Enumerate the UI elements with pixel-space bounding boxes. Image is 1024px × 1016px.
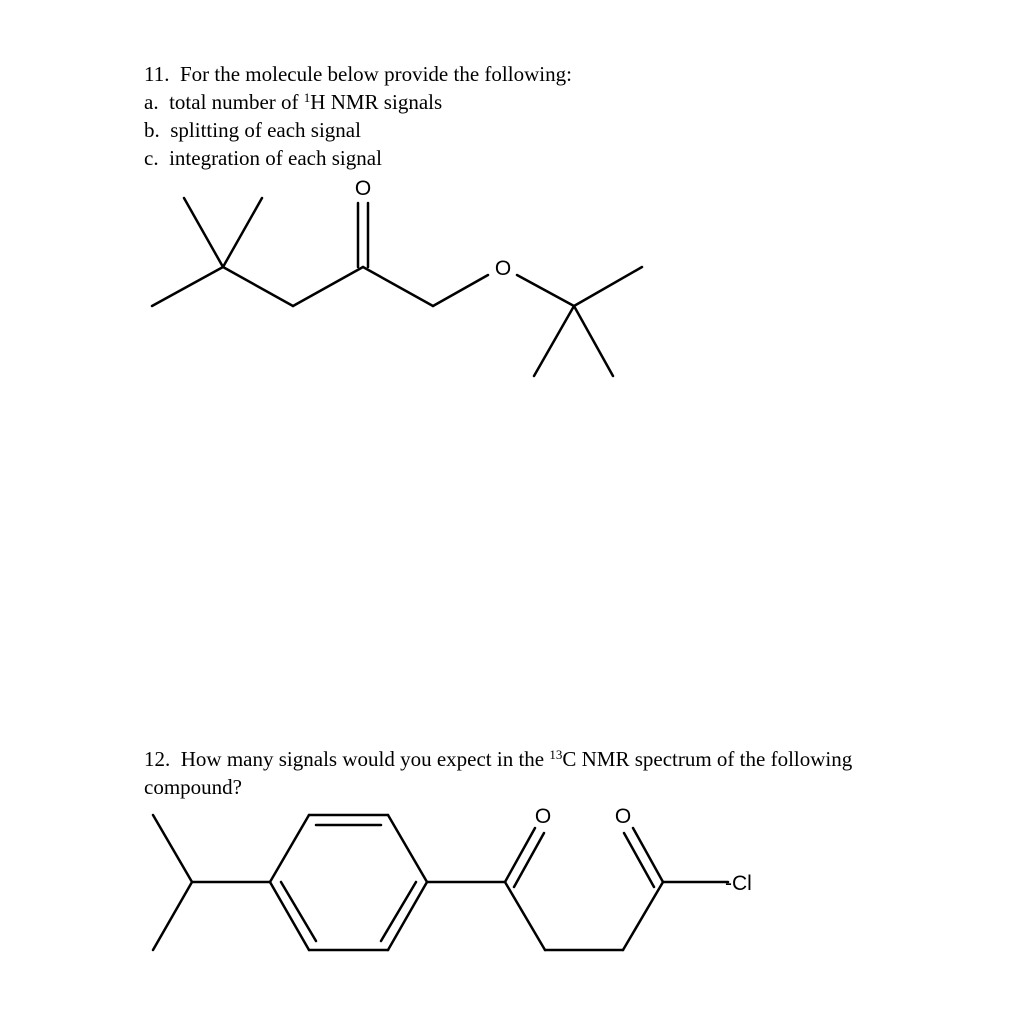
item-a-superscript: 1 [303,90,311,105]
ring-bond [388,815,427,882]
item-c-text: integration of each signal [169,146,382,170]
ring-bond [270,882,309,950]
bond [505,882,545,950]
item-b-text: splitting of each signal [170,118,361,142]
item-a-marker: a. [144,90,159,114]
carbonyl-oxygen-label: O [354,177,372,200]
question-12-number: 12. [144,747,171,771]
ether-oxygen-label: O [494,257,512,280]
bond [153,815,192,882]
question-12-prompt-after: C NMR spectrum of the following [562,747,853,771]
item-c-marker: c. [144,146,159,170]
bond [623,882,663,950]
item-b-marker: b. [144,118,160,142]
bond [153,882,192,950]
ring-bond [270,815,309,882]
question-12-prompt-cont: compound? [144,775,242,799]
acyl-oxygen-label: O [614,805,632,828]
molecule-12-bonds [153,815,728,950]
item-a-text-before: total number of [169,90,304,114]
ring-bond [388,882,427,950]
ketone-oxygen-label: O [534,805,552,828]
question-11-prompt: For the molecule below provide the following: [179,62,572,86]
chlorine-label: -Cl [725,872,752,895]
question-11-number: 11. [144,62,170,86]
question-12-superscript: 13 [549,747,563,762]
item-a-text-after: H NMR signals [310,90,443,114]
question-12-prompt-before: How many signals would you expect in the [180,747,550,771]
